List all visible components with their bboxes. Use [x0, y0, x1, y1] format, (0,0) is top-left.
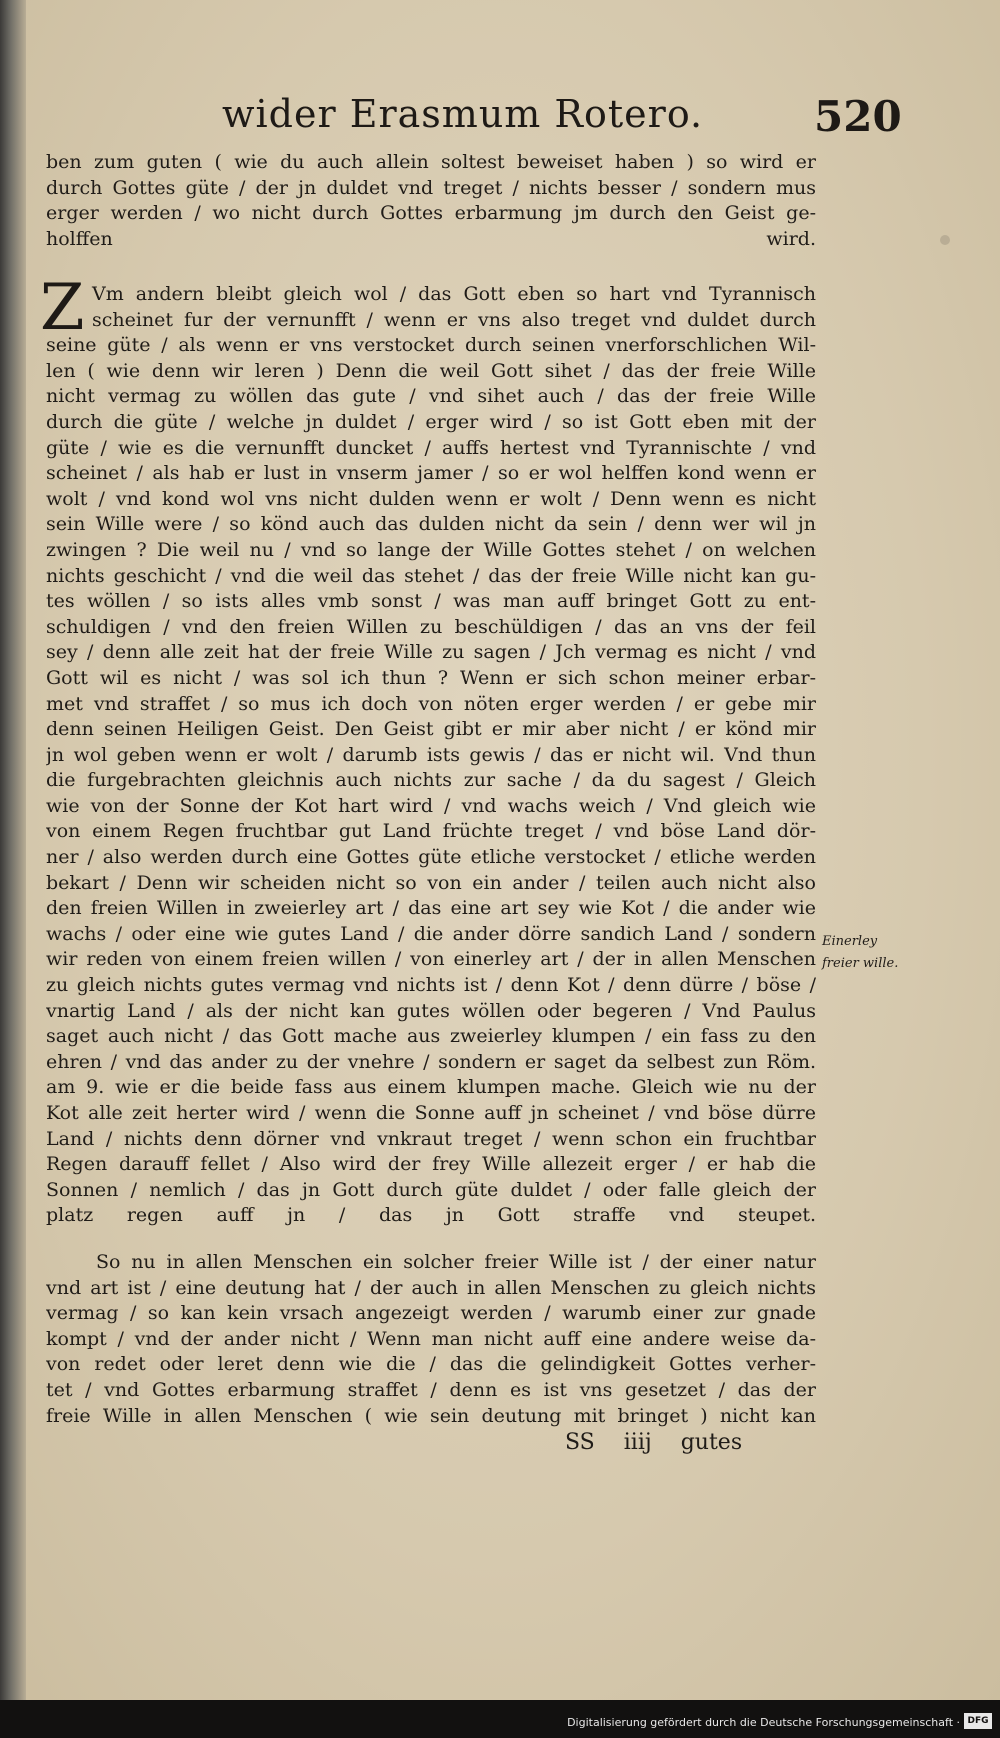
text-line: erger werden / wo nicht durch Gottes erbarmung jm durch den Geist ge- — [46, 202, 816, 225]
drop-capital: Z — [40, 271, 85, 345]
text-line: platz regen auff jn / das jn Gott straffe vnd steupet. — [46, 1204, 816, 1227]
folio-number: 520 — [814, 92, 902, 141]
text-line: von einem Regen fruchtbar gut Land früchte treget / vnd böse Land dör- — [46, 820, 816, 843]
text-line: wie von der Sonne der Kot hart wird / vnd wachs weich / Vnd gleich wie — [46, 794, 816, 817]
text-line: durch Gottes güte / der jn duldet vnd treget / nichts besser / sondern mus — [46, 176, 816, 199]
text-line: Kot alle zeit herter wird / wenn die Sonne auff jn scheinet / vnd böse dürre — [46, 1102, 816, 1124]
text-line: zwingen ? Die weil nu / vnd so lange der Wille Gottes stehet / on welchen — [46, 538, 816, 561]
paragraph-continuation — [46, 150, 816, 252]
text-line: vermag / so kan kein vrsach angezeigt werden / warumb einer zur gnade — [46, 1302, 816, 1325]
text-line: sey / denn alle zeit hat der freie Wille zu sagen / Jch vermag es nicht / vnd — [46, 641, 816, 664]
text-line: schuldigen / vnd den freien Willen zu beschüldigen / das an vns der feil — [46, 615, 816, 638]
book-binding-edge — [0, 0, 26, 1700]
paragraph-closing — [46, 1250, 816, 1429]
text-line: holffen wird. — [46, 227, 816, 250]
text-line: den freien Willen in zweierley art / das eine art sey wie Kot / die ander wie — [46, 897, 816, 920]
text-line: Vm andern bleibt gleich wol / das Gott eben so hart vnd Tyrannisch — [92, 283, 816, 305]
signature-number: iiij — [623, 1430, 652, 1455]
paragraph-main — [46, 282, 816, 1229]
text-line: sein Wille were / so könd auch das dulden nicht da sein / denn wer wil jn — [46, 513, 816, 536]
text-line: met vnd straffet / so mus ich doch von nöten erger werden / er gebe mir — [46, 692, 816, 715]
text-line: freie Wille in allen Menschen ( wie sein deutung mit bringet ) nicht kan — [46, 1404, 816, 1427]
text-line: len ( wie denn wir leren ) Denn die weil Gott sihet / das der freie Wille — [46, 359, 816, 382]
text-line: Gott wil es nicht / was sol ich thun ? Wenn er sich schon meiner erbar- — [46, 666, 816, 689]
text-line: tet / vnd Gottes erbarmung straffet / denn es ist vns gesetzet / das der — [46, 1378, 816, 1401]
text-line: vnd art ist / eine deutung hat / der auch in allen Menschen zu gleich nichts — [46, 1276, 816, 1299]
text-line: wachs / oder eine wie gutes Land / die ander dörre sandich Land / sondern — [46, 922, 816, 945]
marginal-note-line: freier wille. — [822, 956, 899, 971]
marginal-note-line: Einerley — [822, 934, 878, 949]
text-line: bekart / Denn wir scheiden nicht so von ein ander / teilen auch nicht also — [46, 871, 816, 894]
text-line: seine güte / als wenn er vns verstocket durch seinen vnerforschlichen Wil- — [46, 334, 816, 357]
text-line: saget auch nicht / das Gott mache aus zweierley klumpen / ein fass zu den — [46, 1025, 816, 1048]
text-line: wir reden von einem freien willen / von einerley art / der in allen Menschen — [46, 948, 816, 971]
text-line: So nu in allen Menschen ein solcher freier Wille ist / der einer natur — [96, 1251, 816, 1273]
text-line: tes wöllen / so ists alles vmb sonst / was man auff bringet Gott zu ent- — [46, 590, 816, 613]
text-line: kompt / vnd der ander nicht / Wenn man nicht auff eine andere weise da- — [46, 1327, 816, 1350]
text-line: ben zum guten ( wie du auch allein soltest beweiset haben ) so wird er — [46, 151, 816, 173]
text-line: wolt / vnd kond wol vns nicht dulden wenn er wolt / Denn wenn es nicht — [46, 487, 816, 510]
catchword: gutes — [680, 1430, 743, 1455]
text-line: Sonnen / nemlich / das jn Gott durch güte duldet / oder falle gleich der — [46, 1178, 816, 1201]
text-line: Land / nichts denn dörner vnd vnkraut treget / wenn schon ein fruchtbar — [46, 1127, 816, 1150]
text-line: Regen darauff fellet / Also wird der frey Wille allezeit erger / er hab die — [46, 1153, 816, 1176]
text-line: die furgebrachten gleichnis auch nichts zur sache / da du sagest / Gleich — [46, 769, 816, 792]
text-line: denn seinen Heiligen Geist. Den Geist gibt er mir aber nicht / er könd mir — [46, 718, 816, 741]
footer-credit: Digitalisierung gefördert durch die Deutsche Forschungsgemeinschaft · — [567, 1716, 960, 1729]
text-line: scheinet / als hab er lust in vnserm jamer / so er wol helffen kond wenn er — [46, 462, 816, 485]
text-line: vnartig Land / als der nicht kan gutes wöllen oder begeren / Vnd Paulus — [46, 999, 816, 1022]
text-line: nichts geschicht / vnd die weil das stehet / das der freie Wille nicht kan gu- — [46, 564, 816, 587]
text-line: nicht vermag zu wöllen das gute / vnd sihet auch / das der freie Wille — [46, 385, 816, 408]
text-line: am 9. wie er die beide fass aus einem klumpen mache. Gleich wie nu der — [46, 1076, 816, 1099]
text-line: durch die güte / welche jn duldet / erger wird / so ist Gott eben mit der — [46, 410, 816, 433]
marginal-note — [822, 931, 922, 975]
text-line: zu gleich nichts gutes vermag vnd nichts ist / denn Kot / denn dürre / böse / — [46, 974, 816, 997]
text-line: güte / wie es die vernunfft duncket / auffs hertest vnd Tyrannischte / vnd — [46, 436, 816, 459]
text-line: ner / also werden durch eine Gottes güte etliche verstocket / etliche werden — [46, 846, 816, 869]
running-head-title: wider Erasmum Rotero. — [222, 92, 704, 136]
text-line: ehren / vnd das ander zu der vnehre / sondern er saget da selbest zun Röm. — [46, 1050, 816, 1073]
signature-line — [565, 1430, 742, 1455]
text-line: scheinet fur der vernunfft / wenn er vns also treget vnd duldet durch — [92, 308, 816, 331]
signature-mark: SS — [565, 1430, 595, 1455]
dfg-logo-icon: DFG — [964, 1713, 992, 1729]
paper-stain — [940, 235, 950, 245]
text-line: von redet oder leret denn wie die / das die gelindigkeit Gottes verher- — [46, 1353, 816, 1376]
text-line: jn wol geben wenn er wolt / darumb ists gewis / das er nicht wil. Vnd thun — [46, 743, 816, 766]
